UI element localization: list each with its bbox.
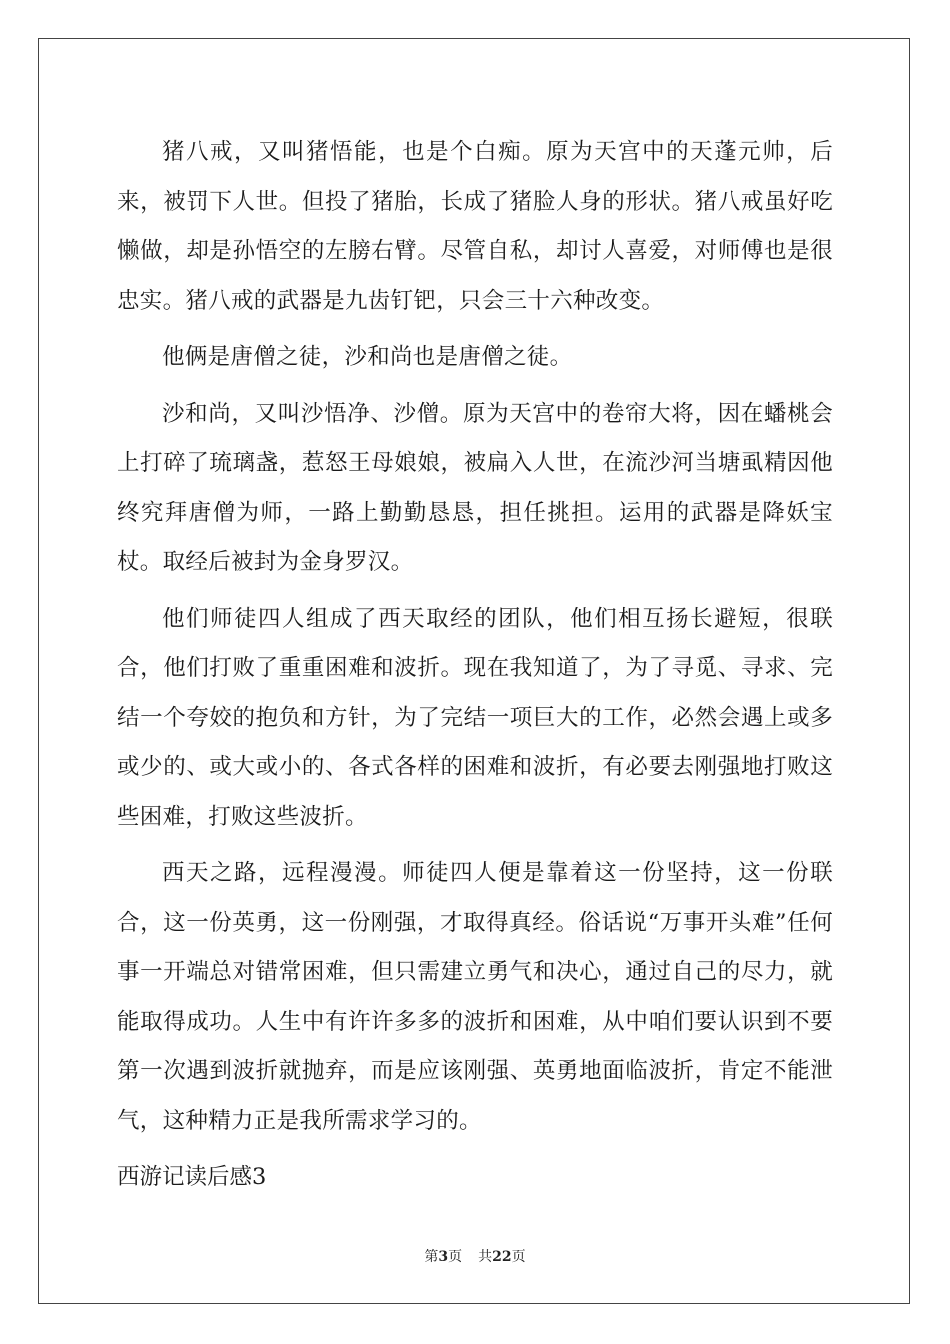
page-number: 3 — [438, 1249, 449, 1265]
paragraph-disciples: 他俩是唐僧之徒，沙和尚也是唐僧之徒。 — [162, 344, 573, 370]
paragraph-sha-heshang: 沙和尚，又叫沙悟净、沙僧。原为天宫中的卷帘大将，因在蟠桃会上打碎了琉璃盏，惹怒王母娘娘，被扁入人世，在流沙河当塘虱精因他终究拜唐僧为师，一路上勤勤恳恳，担任挑担。运用的武器是降妖宝杖。取经后被封为金身罗汉。 — [117, 400, 833, 575]
document-body — [117, 128, 833, 1203]
total-suffix: 页 — [511, 1249, 526, 1265]
page-suffix: 页 — [448, 1249, 463, 1265]
page-prefix: 第 — [424, 1249, 439, 1265]
paragraph-journey: 西天之路，远程漫漫。师徒四人便是靠着这一份坚持，这一份联合，这一份英勇，这一份刚强，才取得真经。俗话说“万事开头难”任何事一开端总对错常困难，但只需建立勇气和决心，通过自己的尽力，就能取得成功。人生中有许许多多的波折和困难，从中咱们要认识到不要第一次遇到波折就抛弃，而是应该刚强、英勇地面临波折，肯定不能泄气，这种精力正是我所需求学习的。 — [117, 860, 833, 1134]
section-heading: 西游记读后感3 — [117, 1164, 267, 1190]
page-footer — [0, 1246, 950, 1266]
total-pages: 22 — [492, 1249, 512, 1265]
paragraph-team: 他们师徒四人组成了西天取经的团队，他们相互扬长避短，很联合，他们打败了重重困难和波折。现在我知道了，为了寻觅、寻求、完结一个夸姣的抱负和方针，为了完结一项巨大的工作，必然会遇上或多或少的、或大或小的、各式各样的困难和波折，有必要去刚强地打败这些困难，打败这些波折。 — [117, 605, 833, 830]
total-prefix: 共 — [478, 1249, 493, 1265]
paragraph-zhu-bajie: 猪八戒，又叫猪悟能，也是个白痴。原为天宫中的天蓬元帅，后来，被罚下人世。但投了猪胎，长成了猪脸人身的形状。猪八戒虽好吃懒做，却是孙悟空的左膀右臂。尽管自私，却讨人喜爱，对师傅也是很忠实。猪八戒的武器是九齿钉钯，只会三十六种改变。 — [117, 139, 833, 314]
